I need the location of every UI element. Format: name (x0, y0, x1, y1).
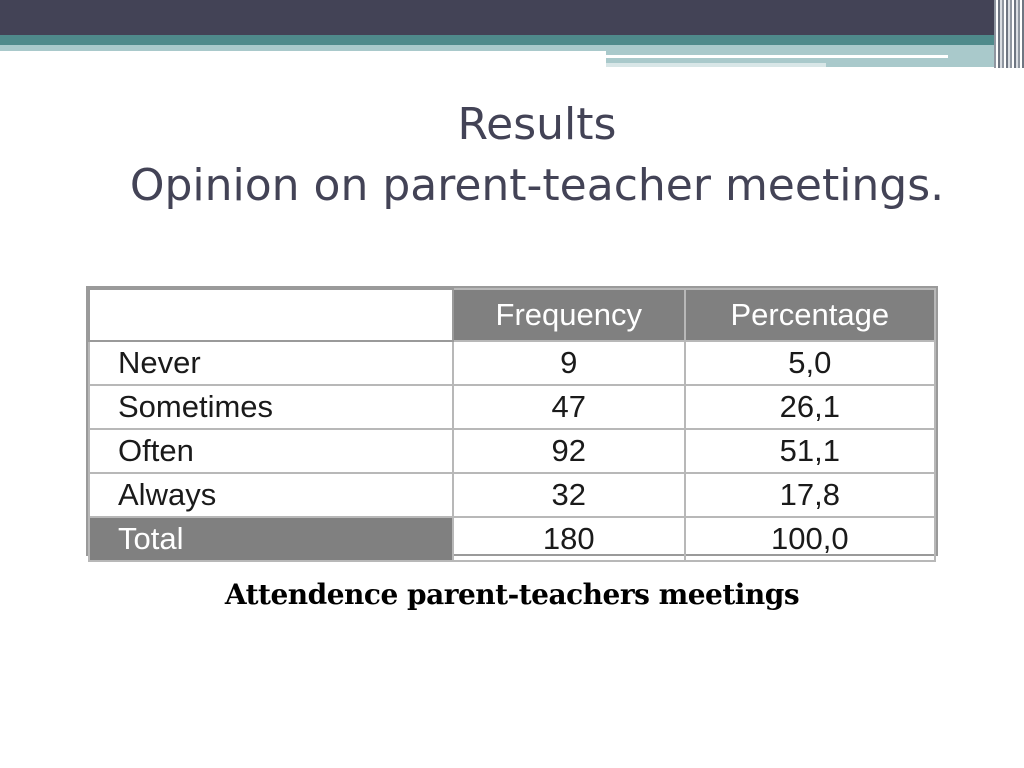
total-label: Total (89, 517, 453, 561)
top-banner-step-line-2 (606, 63, 826, 67)
row-label: Sometimes (89, 385, 453, 429)
header-empty-cell (89, 289, 453, 341)
slide-title (0, 95, 1024, 217)
row-percentage: 26,1 (685, 385, 935, 429)
row-percentage: 51,1 (685, 429, 935, 473)
total-frequency: 180 (453, 517, 685, 561)
table-caption: Attendence parent-teachers meetings (224, 578, 800, 611)
header-frequency: Frequency (453, 289, 685, 341)
table-row (89, 341, 935, 385)
top-banner-light (0, 45, 606, 51)
row-label: Never (89, 341, 453, 385)
row-label: Often (89, 429, 453, 473)
table-header-row (89, 289, 935, 341)
header-percentage: Percentage (685, 289, 935, 341)
top-banner-teal (0, 35, 1024, 45)
results-table (86, 286, 938, 556)
row-frequency: 92 (453, 429, 685, 473)
right-decorative-stripes (994, 0, 1024, 68)
top-banner-dark (0, 0, 1024, 35)
title-line-1: Results (457, 99, 617, 150)
row-frequency: 9 (453, 341, 685, 385)
frequency-table (88, 288, 936, 562)
total-percentage: 100,0 (685, 517, 935, 561)
table-row (89, 385, 935, 429)
row-percentage: 5,0 (685, 341, 935, 385)
row-percentage: 17,8 (685, 473, 935, 517)
table-total-row (89, 517, 935, 561)
row-frequency: 32 (453, 473, 685, 517)
row-label: Always (89, 473, 453, 517)
top-banner-step-line (606, 55, 948, 58)
table-row (89, 473, 935, 517)
title-line-2: Opinion on parent-teacher meetings. (129, 160, 945, 211)
table-row (89, 429, 935, 473)
row-frequency: 47 (453, 385, 685, 429)
